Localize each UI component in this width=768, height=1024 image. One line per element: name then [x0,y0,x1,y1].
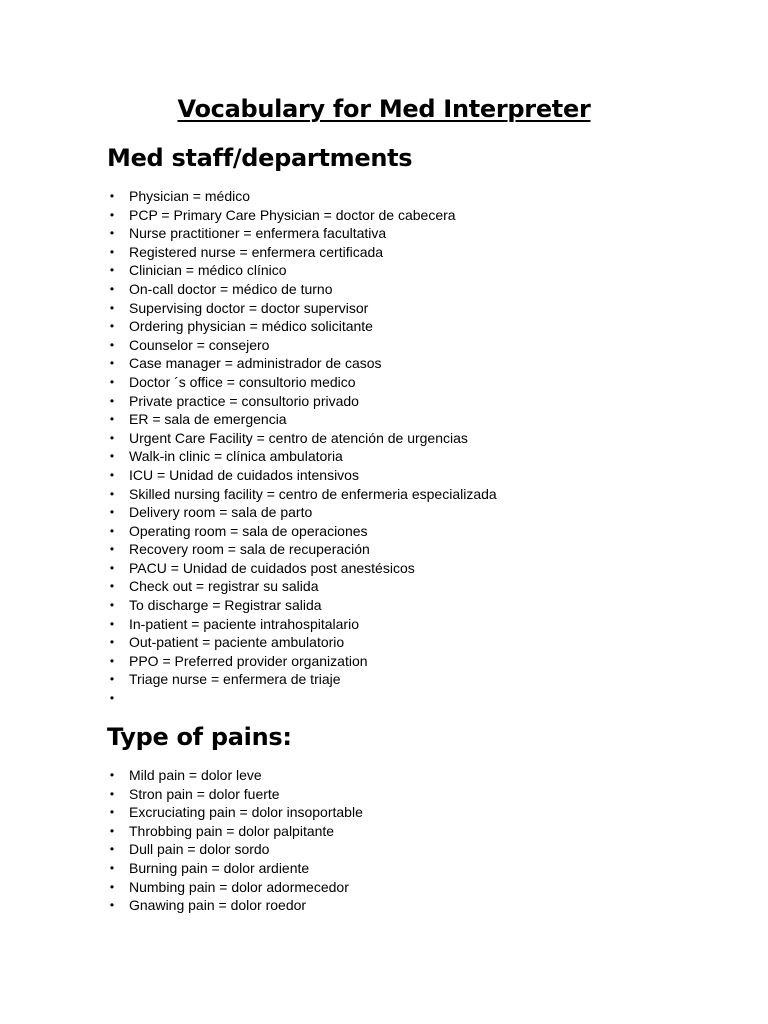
list-item [107,354,497,373]
list-item-text: Dull pain = dolor sordo [129,841,270,858]
bullet-icon: • [109,449,115,464]
bullet-icon: • [109,430,115,445]
list-item [107,187,497,206]
list-item [107,224,497,243]
list-item-text: In-patient = paciente intrahospitalario [129,615,359,632]
list-item-text: Throbbing pain = dolor palpitante [129,822,335,839]
bullet-icon: • [109,374,115,389]
bullet-icon: • [109,263,115,278]
list-item-text: To discharge = Registrar salida [129,597,322,614]
bullet-icon: • [109,579,115,594]
list-item [107,447,497,466]
list-item [107,410,497,429]
list-item-text: Out-patient = paciente ambulatorio [129,634,345,651]
bullet-icon: • [109,281,115,296]
list-item [107,859,363,878]
list-item-text: Gnawing pain = dolor roedor [129,897,307,914]
list-item-text: ER = sala de emergencia [129,411,287,428]
list-item [107,206,497,225]
bullet-icon: • [109,505,115,520]
list-item-text: Urgent Care Facility = centro de atención de urgencias [129,429,468,446]
list-item [107,261,497,280]
list-item [107,503,497,522]
section-heading-type-of-pains: Type of pains: [107,723,292,751]
bullet-icon: • [109,300,115,315]
list-item-text: Counselor = consejero [129,336,270,353]
bullet-icon: • [109,616,115,631]
list-item [107,878,363,897]
list-item [107,633,497,652]
list-item-text: Ordering physician = médico solicitante [129,318,373,335]
bullet-icon: • [109,207,115,222]
bullet-icon: • [109,823,115,838]
list-item-text: Doctor ´s office = consultorio medico [129,373,356,390]
list-item [107,373,497,392]
list-item [107,280,497,299]
list-item [107,840,363,859]
bullet-icon: • [109,560,115,575]
list-item [107,485,497,504]
bullet-icon: • [109,598,115,613]
list-item [107,896,363,915]
list-item-text: Registered nurse = enfermera certificada [129,243,384,260]
list-item-text: PCP = Primary Care Physician = doctor de cabecera [129,206,456,223]
list-item-text: Excruciating pain = dolor insoportable [129,804,363,821]
bullet-icon: • [109,356,115,371]
list-item [107,785,363,804]
list-item-text: On-call doctor = médico de turno [129,280,333,297]
bullet-icon: • [109,786,115,801]
list-item-text: Mild pain = dolor leve [129,767,262,783]
list-item [107,243,497,262]
list-item-text: Clinician = médico clínico [129,262,287,279]
list-item [107,766,363,785]
list-item [107,336,497,355]
bullet-icon: • [109,672,115,687]
med-staff-list [107,187,497,708]
bullet-icon: • [109,842,115,857]
list-item [107,522,497,541]
list-item-text: PACU = Unidad de cuidados post anestésicos [129,559,415,576]
bullet-icon: • [109,635,115,650]
list-item-text: Supervising doctor = doctor supervisor [129,299,369,316]
list-item-text: Numbing pain = dolor adormecedor [129,878,349,895]
bullet-icon: • [109,768,115,782]
list-item [107,577,497,596]
list-item-text: Triage nurse = enfermera de triaje [129,671,341,688]
list-item-text: ICU = Unidad de cuidados intensivos [129,466,359,483]
list-item [107,689,497,708]
list-item-text: Delivery room = sala de parto [129,504,313,521]
list-item-text: Nurse practitioner = enfermera facultativa [129,225,387,242]
pain-types-list [107,766,363,915]
bullet-icon: • [109,542,115,557]
bullet-icon: • [109,244,115,259]
list-item-text: Recovery room = sala de recuperación [129,541,370,558]
bullet-icon: • [109,805,115,820]
list-item-text: Stron pain = dolor fuerte [129,785,280,802]
list-item-text: Walk-in clinic = clínica ambulatoria [129,448,343,465]
bullet-icon: • [109,691,115,706]
list-item [107,559,497,578]
list-item [107,822,363,841]
bullet-icon: • [109,226,115,241]
bullet-icon: • [109,898,115,913]
bullet-icon: • [109,412,115,427]
list-item [107,540,497,559]
list-item [107,670,497,689]
list-item-text: Case manager = administrador de casos [129,355,382,372]
list-item [107,652,497,671]
section-heading-med-staff: Med staff/departments [107,144,413,172]
bullet-icon: • [109,879,115,894]
document-title-text: Vocabulary for Med Interpreter [177,95,591,123]
list-item [107,615,497,634]
list-item [107,803,363,822]
list-item [107,317,497,336]
list-item [107,299,497,318]
list-item [107,466,497,485]
bullet-icon: • [109,860,115,875]
bullet-icon: • [109,189,115,203]
list-item-text: Check out = registrar su salida [129,578,319,595]
bullet-icon: • [109,393,115,408]
bullet-icon: • [109,653,115,668]
list-item-text: Skilled nursing facility = centro de enfermeria especializada [129,485,497,502]
bullet-icon: • [109,337,115,352]
bullet-icon: • [109,523,115,538]
list-item-text: Private practice = consultorio privado [129,392,359,409]
bullet-icon: • [109,319,115,334]
list-item [107,392,497,411]
list-item-text: Physician = médico [129,188,251,204]
bullet-icon: • [109,467,115,482]
list-item [107,429,497,448]
list-item-text: PPO = Preferred provider organization [129,652,368,669]
bullet-icon: • [109,486,115,501]
document-title [0,94,768,124]
list-item-text: Burning pain = dolor ardiente [129,859,310,876]
list-item [107,596,497,615]
list-item-text: Operating room = sala de operaciones [129,522,368,539]
